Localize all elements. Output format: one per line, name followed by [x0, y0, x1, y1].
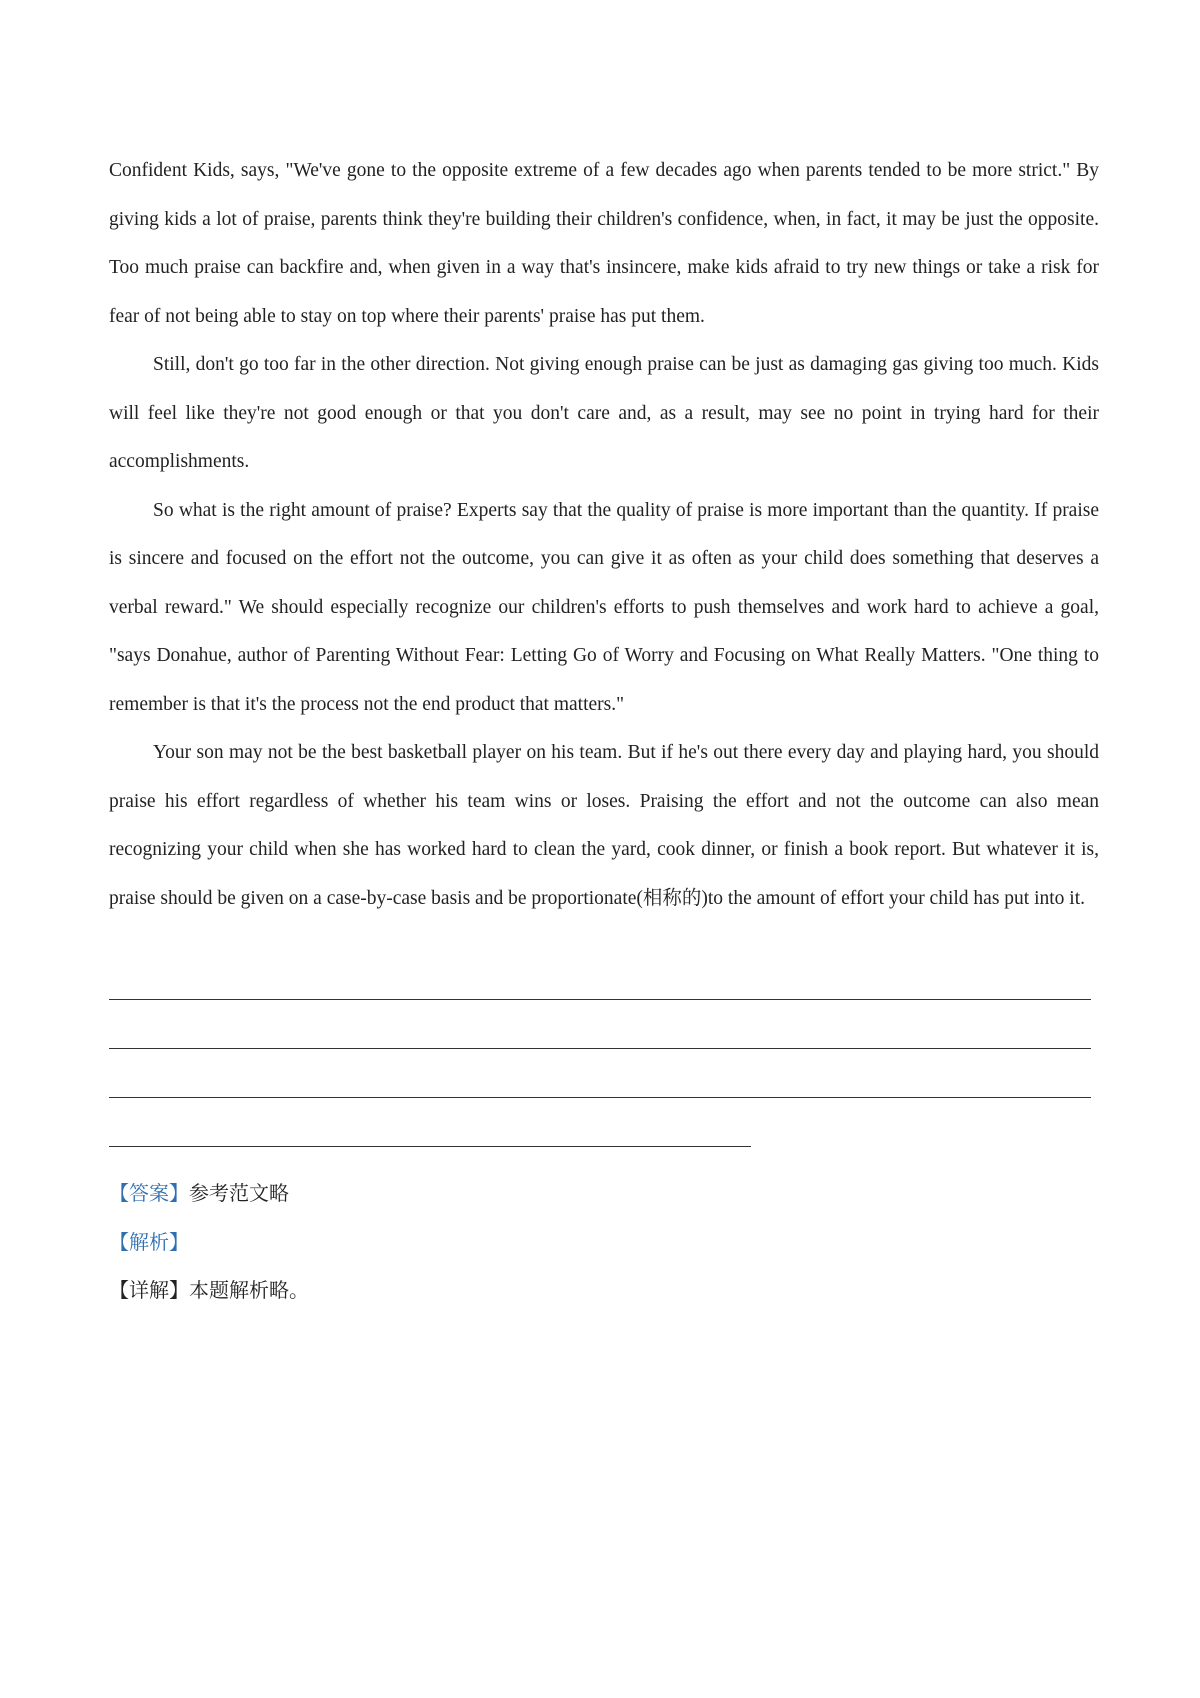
writing-line-1[interactable] — [109, 999, 1091, 1000]
writing-line-3[interactable] — [109, 1097, 1091, 1098]
answer-label: 【答案】 — [109, 1183, 189, 1205]
detail-text: 本题解析略。 — [189, 1280, 309, 1302]
analysis-label: 【解析】 — [109, 1231, 189, 1254]
writing-line-2[interactable] — [109, 1048, 1091, 1049]
answer-section — [109, 1170, 309, 1316]
passage — [109, 147, 1099, 923]
writing-lines — [109, 999, 1091, 1195]
passage-paragraph-4: Your son may not be the best basketball player on his team. But if he's out there every day and playing hard, you should praise his effort regardless of whether his team wins or loses. Praising the effort and not the outcome can also mean recognizing your child when she has worked hard to clean the yard, cook dinner, or finish a book report. But whatever it is, praise should be given on a case-by-case basis and be proportionate(相称的)to the amount of effort your child has put into it. — [109, 742, 1099, 909]
answer-text: 参考范文略 — [189, 1183, 289, 1205]
analysis-row — [109, 1219, 309, 1268]
passage-paragraph-3: So what is the right amount of praise? Experts say that the quality of praise is more important than the quantity. If praise is sincere and focused on the effort not the outcome, you can give it as often as your child does something that deserves a verbal reward." We should especially recognize our children's efforts to push themselves and work hard to achieve a goal, "says Donahue, author of Parenting Without Fear: Letting Go of Worry and Focusing on What Really Matters. "One thing to remember is that it's the process not the end product that matters." — [109, 499, 1099, 715]
writing-line-4[interactable] — [109, 1146, 751, 1147]
detail-label: 【详解】 — [109, 1280, 189, 1302]
passage-paragraph-1: Confident Kids, says, "We've gone to the opposite extreme of a few decades ago when parents tended to be more strict." By giving kids a lot of praise, parents think they're building their children's confidence, when, in fact, it may be just the opposite. Too much praise can backfire and, when given in a way that's insincere, make kids afraid to try new things or take a risk for fear of not being able to stay on top where their parents' praise has put them. — [109, 160, 1099, 327]
detail-row — [109, 1267, 309, 1316]
passage-paragraph-2: Still, don't go too far in the other direction. Not giving enough praise can be just as damaging gas giving too much. Kids will feel like they're not good enough or that you don't care and, as a result, may see no point in trying hard for their accomplishments. — [109, 354, 1099, 472]
answer-row — [109, 1170, 309, 1219]
